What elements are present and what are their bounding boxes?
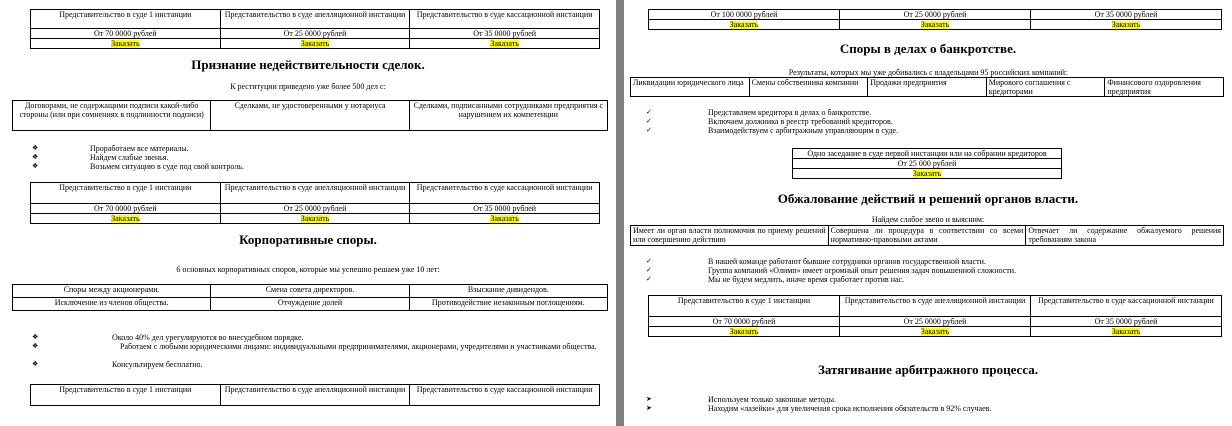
price-value: От 100 0000 рублей [649,10,840,20]
bullet-list [646,395,1216,413]
corporate-disputes-table [12,284,608,311]
order-link[interactable]: Заказать [490,214,519,223]
order-link[interactable]: Заказать [920,20,950,29]
dispute-cell: Отчуждение долей [211,298,409,311]
price-value: От 70 0000 рублей [31,204,221,214]
price-table-3 [30,384,600,406]
bullet-list [32,333,606,369]
arrow-bullet-icon: ➤ [646,395,652,403]
order-link[interactable]: Заказать [729,20,759,29]
result-cell: Смены собственника компании [749,78,868,97]
meeting-price: От 25 000 рублей [793,159,1062,169]
list-item: ✓ Взаимодействуем с арбитражным управляющим в суде. [646,126,898,135]
price-value: От 25 0000 рублей [840,317,1031,327]
bullet-list [646,257,1216,284]
price-value: От 25 0000 рублей [220,204,410,214]
list-item: ❖ Работаем с любыми юридическими лицами: индивидуальными предпринимателями, акционерами, учредителями и участниками общества. [32,342,597,351]
checkmark-icon: ✓ [646,117,652,125]
price-value: От 35 0000 рублей [410,29,600,39]
list-item: ❖ Около 40% дел урегулируются во внесудебном порядке. [32,333,304,342]
check-cell: Отвечает ли содержание обжалуемого решения требованиям закона [1026,226,1224,246]
order-link[interactable]: Заказать [729,327,759,336]
order-link[interactable]: Заказать [111,39,140,48]
price-table-2 [30,182,600,224]
checkmark-icon: ✓ [646,126,652,134]
check-cell: Имеет ли орган власти полномочия по приему решений или совершению действию [631,226,829,246]
dispute-cell: Противодействие незаконным поглощениям. [409,298,607,311]
price-value: От 35 0000 рублей [1031,10,1222,20]
section-caption: Результаты, которых мы уже добивались с владельцами 95 российских компаний: [788,68,1068,77]
dispute-cell: Взыскание дивидендов. [409,285,607,298]
price-header: Представительство в суде 1 инстанции [31,385,221,406]
result-cell: Финансового оздоровления предприятия [1105,78,1224,97]
dispute-cell: Смена совета директоров. [211,285,409,298]
checkmark-icon: ✓ [646,275,652,283]
deal-type-cell: Договорами, не содержащими подписи какой-либо стороны (или при сомнениях в подлинности подписи) [13,101,211,131]
price-table-4 [648,295,1222,337]
deal-type-cell: Сделками, не удостоверенными у нотариуса [211,101,409,131]
checkmark-icon: ✓ [646,257,652,265]
order-link[interactable]: Заказать [920,327,950,336]
dispute-cell: Исключение из членов общества. [13,298,211,311]
order-link[interactable]: Заказать [111,214,140,223]
price-value: От 25 0000 рублей [840,10,1031,20]
section-caption: Найдем слабое звено и выясним: [871,215,985,224]
price-header: Представительство в суде апелляционной инстанции [220,183,410,204]
dispute-cell: Споры между акционерами. [13,285,211,298]
list-item: ➤ Используем только законные методы. [646,395,836,404]
arrow-bullet-icon: ➤ [646,404,652,412]
diamond-bullet-icon: ❖ [32,144,39,152]
list-item: ❖ Проработаем все материалы. [32,144,189,153]
list-item: ✓ Представляем кредитора в делах о банкротстве. [646,108,872,117]
meeting-price-table [792,148,1062,179]
section-caption: К реституции приведено уже более 500 дел с: [230,82,386,91]
order-link[interactable]: Заказать [300,214,330,223]
price-header: Представительство в суде апелляционной инстанции [220,10,410,29]
bullet-list [646,108,1206,135]
price-header: Представительство в суде кассационной инстанции [1031,296,1222,317]
result-cell: Ликвидации юридического лица [631,78,750,97]
price-header: Представительство в суде 1 инстанции [649,296,840,317]
price-value: От 35 0000 рублей [1031,317,1222,327]
order-link[interactable]: Заказать [1111,327,1141,336]
price-value: От 25 0000 рублей [220,29,410,39]
section-title: Корпоративные споры. [239,232,377,247]
checkmark-icon: ✓ [646,108,652,116]
meeting-label: Одно заседание в суде первой инстанции или на собрании кредиторов [793,149,1062,159]
section-title: Обжалование действий и решений органов власти. [777,191,1079,206]
diamond-bullet-icon: ❖ [32,333,39,341]
list-item: ✓ Включаем должника в реестр требований кредиторов. [646,117,893,126]
document-page-right[interactable] [624,0,1232,426]
price-header: Представительство в суде кассационной инстанции [410,10,600,29]
price-header: Представительство в суде апелляционной инстанции [840,296,1031,317]
result-cell: Мирового соглашения с кредиторами [986,78,1105,97]
list-item: ✓ Мы не будем медлить, иначе время сработает против нас. [646,275,905,284]
price-header: Представительство в суде 1 инстанции [31,10,221,29]
list-item: ❖ Возьмем ситуацию в суде под свой контроль. [32,162,244,171]
section-caption: 6 основных корпоративных споров, которые мы успешно решаем уже 10 лет: [176,265,440,274]
list-item: ❖ Найдем слабые звенья. [32,153,169,162]
price-table-1 [30,9,600,49]
order-link[interactable]: Заказать [912,169,942,178]
diamond-bullet-icon: ❖ [32,162,39,170]
diamond-bullet-icon: ❖ [32,360,39,368]
diamond-bullet-icon: ❖ [32,342,39,350]
list-item: ❖ Консультируем бесплатно. [32,360,203,369]
order-link[interactable]: Заказать [1111,20,1141,29]
list-item: ✓ В нашей команде работают бывшие сотрудники органов государственной власти. [646,257,986,266]
price-table-top [648,9,1222,30]
section-title: Признание недействительности сделок. [191,57,425,72]
price-header: Представительство в суде апелляционной инстанции [220,385,410,406]
check-cell: Совершена ли процедура в соответствии со всеми нормативно-правовыми актами [828,226,1026,246]
authority-checks-table [630,225,1224,246]
price-value: От 70 0000 рублей [649,317,840,327]
checkmark-icon: ✓ [646,266,652,274]
price-value: От 35 0000 рублей [410,204,600,214]
bullet-list [32,144,602,171]
price-header: Представительство в суде кассационной инстанции [410,385,600,406]
deal-types-table [12,100,608,131]
bankruptcy-results-table [630,77,1224,97]
diamond-bullet-icon: ❖ [32,153,39,161]
price-header: Представительство в суде кассационной инстанции [410,183,600,204]
section-title: Споры в делах о банкротстве. [839,41,1017,56]
result-cell: Продажи предприятия [868,78,987,97]
order-link[interactable]: Заказать [300,39,330,48]
list-item: ➤ Находим «лазейки» для увеличения срока исполнения обязательств в 92% случаев. [646,404,992,413]
price-header: Представительство в суде 1 инстанции [31,183,221,204]
deal-type-cell: Сделками, подписанными сотрудниками предприятия с нарушением их компетенции [409,101,607,131]
price-value: От 70 0000 рублей [31,29,221,39]
page-separator [616,0,624,426]
order-link[interactable]: Заказать [490,39,519,48]
section-title: Затягивание арбитражного процесса. [817,362,1039,377]
list-item: ✓ Группа компаний «Олимп» имеет огромный опыт решения задач повышенной сложности. [646,266,1017,275]
